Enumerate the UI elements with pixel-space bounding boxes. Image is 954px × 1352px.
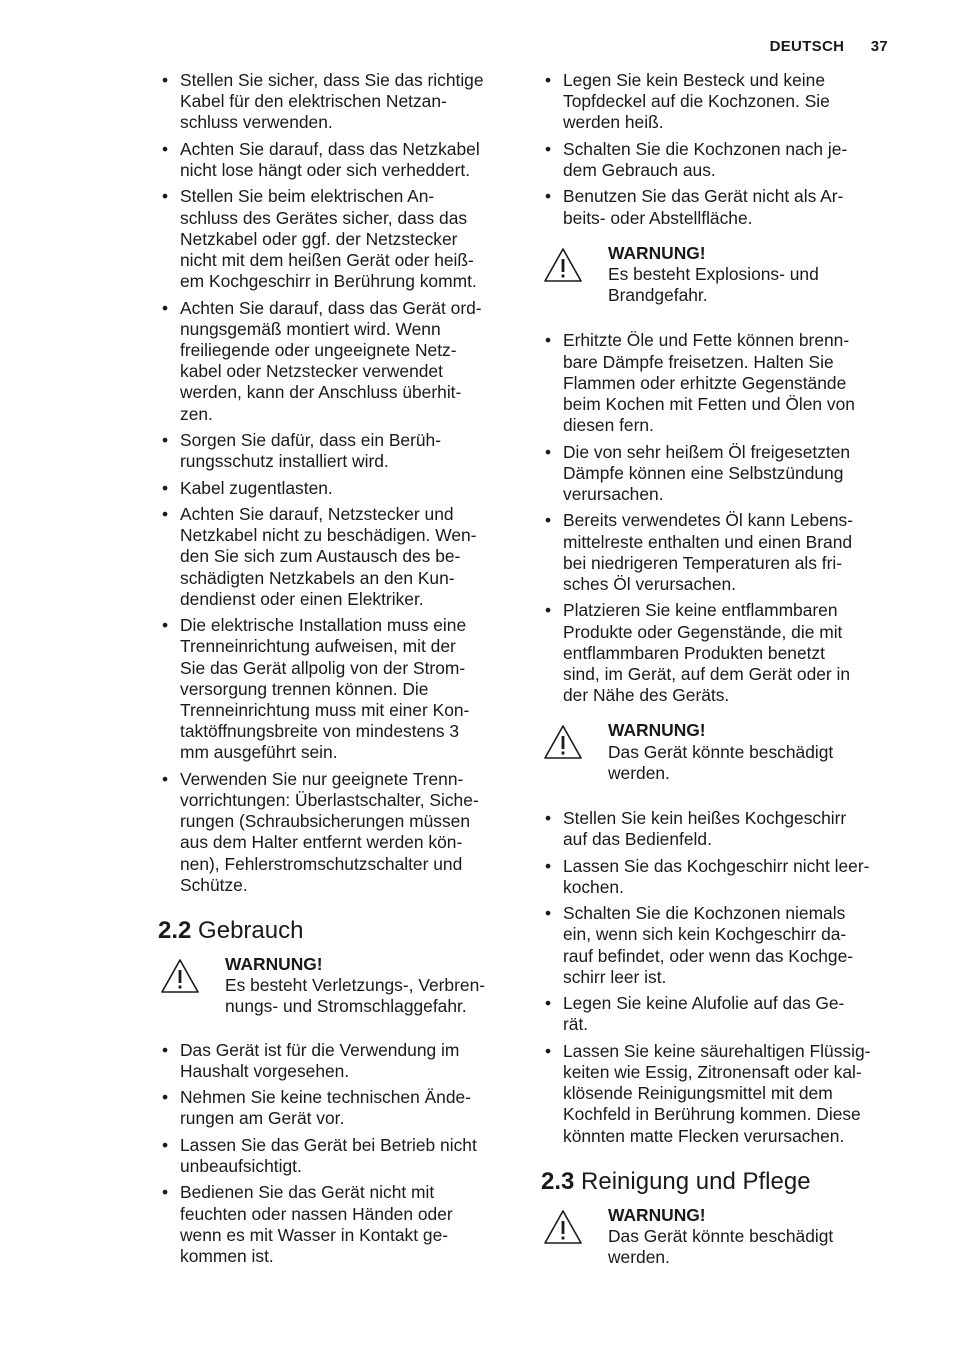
header-language: DEUTSCH [769, 38, 845, 55]
warning-box [158, 954, 518, 1018]
list-item: • Achten Sie darauf, dass das Netzkabel nicht lose hängt oder sich verheddert. [158, 139, 518, 181]
warning-text: Das Gerät könnte beschädigt werden. [608, 1226, 834, 1268]
warning-title: WARNUNG! [608, 1204, 706, 1225]
list-item: • Bereits verwendetes Öl kann Lebens- mittelreste enthalten und einen Brand bei niedrigeren Temperaturen als fri- sches Öl verursachen. [541, 510, 901, 595]
section-heading-2-3 [541, 1167, 901, 1197]
list-item: • Achten Sie darauf, dass das Gerät ord- nungsgemäß montiert wird. Wenn freiliegende oder ungeeignete Netz- kabel oder Netzstecker verwendet werden, kann der Anschluss überhit- zen. [158, 298, 518, 425]
list-item: • Bedienen Sie das Gerät nicht mit feuchten oder nassen Händen oder wenn es mit Wasser in Kontakt ge- kommen ist. [158, 1182, 518, 1267]
warning-title: WARNUNG! [225, 954, 323, 975]
section-title: Reinigung und Pflege [581, 1167, 811, 1195]
right-column [541, 70, 901, 1268]
warning-triangle-icon [543, 247, 583, 283]
list-item: • Die von sehr heißem Öl freigesetzten Dämpfe können eine Selbstzündung verursachen. [541, 442, 901, 506]
list-item: • Lassen Sie das Gerät bei Betrieb nicht unbeaufsichtigt. [158, 1135, 518, 1177]
list-item: • Legen Sie kein Besteck und keine Topfdeckel auf die Kochzonen. Sie werden heiß. [541, 70, 901, 134]
warning-text: Es besteht Verletzungs-, Verbren- nungs- und Stromschlaggefahr. [225, 975, 486, 1017]
list-item: • Stellen Sie sicher, dass Sie das richtige Kabel für den elektrischen Netzan- schluss verwenden. [158, 70, 518, 134]
bullet-list-right-3 [541, 808, 901, 1147]
section-number: 2.3 [541, 1167, 575, 1195]
warning-box [541, 243, 901, 307]
list-item: • Die elektrische Installation muss eine Trenneinrichtung aufweisen, mit der Sie das Gerät allpolig von der Strom- versorgung trennen können. Die Trenneinrichtung muss mit einer Kon- taktöffnungsbreite von mindestens 3 mm ausgeführt sein. [158, 615, 518, 763]
section-heading-2-2 [158, 916, 518, 946]
page-number: 37 [870, 38, 888, 55]
list-item: • Stellen Sie beim elektrischen An- schluss des Gerätes sicher, dass das Netzkabel oder ggf. der Netzstecker nicht mit dem heißen Gerät oder heiß- em Kochgeschirr in Berührung kommt. [158, 186, 518, 292]
page-header [770, 38, 888, 55]
list-item: • Verwenden Sie nur geeignete Trenn- vorrichtungen: Überlastschalter, Siche- rungen (Schraubsicherungen müssen aus dem Halter entfernt werden kön- nen), Fehlerstromschutzschalter und Schütze. [158, 769, 518, 896]
bullet-list-right-1 [541, 70, 901, 229]
section-title: Gebrauch [198, 917, 304, 945]
bullet-list-left-2 [158, 1040, 518, 1268]
warning-triangle-icon [543, 1209, 583, 1245]
list-item: • Schalten Sie die Kochzonen nach je- dem Gebrauch aus. [541, 139, 901, 181]
list-item: • Schalten Sie die Kochzonen niemals ein, wenn sich kein Kochgeschirr da- rauf befindet, oder wenn das Kochge- schirr leer ist. [541, 903, 901, 988]
warning-title: WARNUNG! [608, 720, 706, 741]
list-item: • Legen Sie keine Alufolie auf das Ge- rät. [541, 993, 901, 1035]
list-item: • Achten Sie darauf, Netzstecker und Netzkabel nicht zu beschädigen. Wen- den Sie sich zum Austausch des be- schädigten Netzkabels an den Kun- dendienst oder einen Elektriker. [158, 504, 518, 610]
list-item: • Nehmen Sie keine technischen Ände- rungen am Gerät vor. [158, 1087, 518, 1129]
list-item: • Stellen Sie kein heißes Kochgeschirr auf das Bedienfeld. [541, 808, 901, 850]
left-column [158, 70, 518, 1272]
warning-box [541, 720, 901, 784]
list-item: • Kabel zugentlasten. [158, 478, 518, 499]
warning-text: Es besteht Explosions- und Brandgefahr. [608, 264, 819, 306]
warning-box [541, 1205, 901, 1269]
list-item: • Lassen Sie das Kochgeschirr nicht leer- kochen. [541, 856, 901, 898]
warning-title: WARNUNG! [608, 242, 706, 263]
section-number: 2.2 [158, 917, 192, 945]
warning-triangle-icon [160, 958, 200, 994]
bullet-list-right-2 [541, 330, 901, 706]
bullet-list-left-1 [158, 70, 518, 896]
list-item: • Sorgen Sie dafür, dass ein Berüh- rungsschutz installiert wird. [158, 430, 518, 472]
list-item: • Lassen Sie keine säurehaltigen Flüssig- keiten wie Essig, Zitronensaft oder kal- klösende Reinigungsmittel mit dem Kochfeld in Berührung kommen. Diese könnten matte Flecken verursachen. [541, 1041, 901, 1147]
list-item: • Platzieren Sie keine entflammbaren Produkte oder Gegenstände, die mit entflammbaren Produkten benetzt sind, im Gerät, auf dem Gerät oder in der Nähe des Geräts. [541, 600, 901, 706]
list-item: • Benutzen Sie das Gerät nicht als Ar- beits- oder Abstellfläche. [541, 186, 901, 228]
warning-text: Das Gerät könnte beschädigt werden. [608, 741, 834, 783]
warning-triangle-icon [543, 724, 583, 760]
list-item: • Das Gerät ist für die Verwendung im Haushalt vorgesehen. [158, 1040, 518, 1082]
list-item: • Erhitzte Öle und Fette können brenn- bare Dämpfe freisetzen. Halten Sie Flammen oder erhitzte Gegenstände beim Kochen mit Fetten und Ölen von diesen fern. [541, 330, 901, 436]
